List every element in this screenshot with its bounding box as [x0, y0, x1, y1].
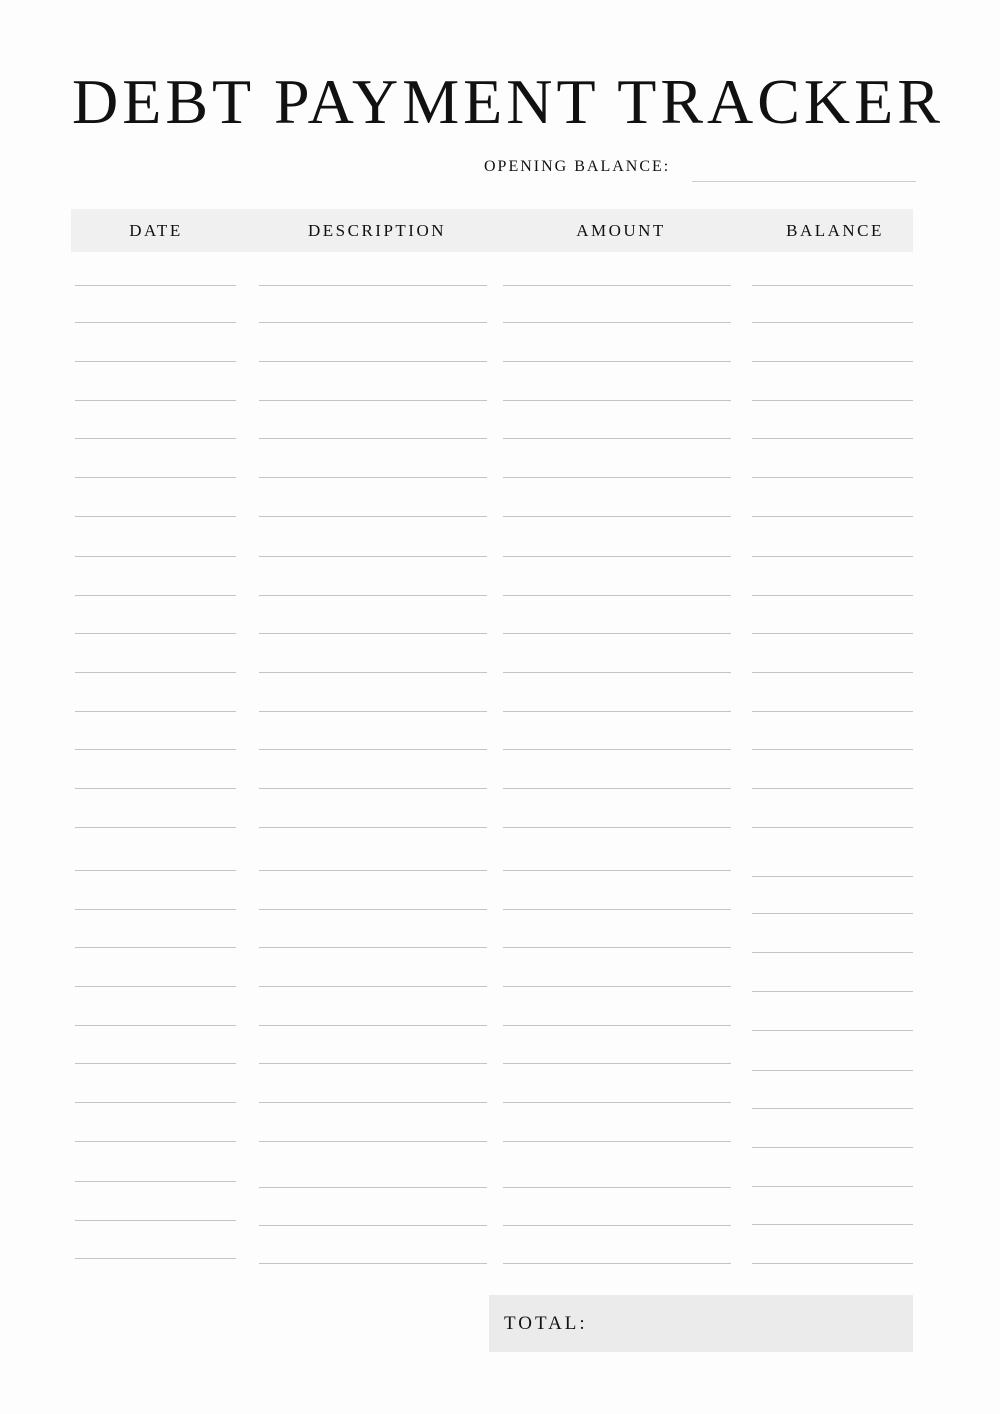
date-entry-line[interactable] — [75, 1025, 236, 1026]
date-entry-line[interactable] — [75, 870, 236, 871]
date-entry-line[interactable] — [75, 556, 236, 557]
amount-entry-line[interactable] — [503, 556, 731, 557]
date-entry-line[interactable] — [75, 285, 236, 286]
balance-entry-line[interactable] — [752, 827, 913, 828]
amount-entry-line[interactable] — [503, 909, 731, 910]
amount-entry-line[interactable] — [503, 1225, 731, 1226]
date-entry-line[interactable] — [75, 1181, 236, 1182]
description-entry-line[interactable] — [259, 870, 487, 871]
date-entry-line[interactable] — [75, 400, 236, 401]
description-entry-line[interactable] — [259, 1025, 487, 1026]
balance-entry-line[interactable] — [752, 1030, 913, 1031]
balance-entry-line[interactable] — [752, 672, 913, 673]
balance-entry-line[interactable] — [752, 991, 913, 992]
description-entry-line[interactable] — [259, 477, 487, 478]
balance-entry-line[interactable] — [752, 1263, 913, 1264]
description-entry-line[interactable] — [259, 909, 487, 910]
description-entry-line[interactable] — [259, 556, 487, 557]
description-entry-line[interactable] — [259, 986, 487, 987]
column-header-description: DESCRIPTION — [307, 221, 446, 240]
date-entry-line[interactable] — [75, 986, 236, 987]
date-entry-line[interactable] — [75, 1141, 236, 1142]
balance-entry-line[interactable] — [752, 516, 913, 517]
amount-entry-line[interactable] — [503, 672, 731, 673]
description-entry-line[interactable] — [259, 516, 487, 517]
description-entry-line[interactable] — [259, 1063, 487, 1064]
date-entry-line[interactable] — [75, 595, 236, 596]
date-entry-line[interactable] — [75, 672, 236, 673]
date-entry-line[interactable] — [75, 361, 236, 362]
date-entry-line[interactable] — [75, 1102, 236, 1103]
date-entry-line[interactable] — [75, 516, 236, 517]
total-box[interactable] — [489, 1295, 913, 1352]
total-label: TOTAL: — [504, 1313, 588, 1334]
date-entry-line[interactable] — [75, 438, 236, 439]
balance-entry-line[interactable] — [752, 952, 913, 953]
description-entry-line[interactable] — [259, 1187, 487, 1188]
description-entry-line[interactable] — [259, 672, 487, 673]
opening-balance-field[interactable] — [692, 181, 916, 182]
amount-entry-line[interactable] — [503, 633, 731, 634]
amount-entry-line[interactable] — [503, 749, 731, 750]
description-entry-line[interactable] — [259, 711, 487, 712]
amount-entry-line[interactable] — [503, 827, 731, 828]
balance-entry-line[interactable] — [752, 788, 913, 789]
description-entry-line[interactable] — [259, 749, 487, 750]
description-entry-line[interactable] — [259, 285, 487, 286]
amount-entry-line[interactable] — [503, 438, 731, 439]
description-entry-line[interactable] — [259, 1102, 487, 1103]
column-header-date: DATE — [129, 221, 183, 240]
amount-entry-line[interactable] — [503, 986, 731, 987]
balance-entry-line[interactable] — [752, 633, 913, 634]
amount-entry-line[interactable] — [503, 870, 731, 871]
description-entry-line[interactable] — [259, 947, 487, 948]
amount-entry-line[interactable] — [503, 1141, 731, 1142]
balance-entry-line[interactable] — [752, 749, 913, 750]
amount-entry-line[interactable] — [503, 477, 731, 478]
description-entry-line[interactable] — [259, 827, 487, 828]
balance-entry-line[interactable] — [752, 285, 913, 286]
amount-entry-line[interactable] — [503, 1102, 731, 1103]
date-entry-line[interactable] — [75, 711, 236, 712]
balance-entry-line[interactable] — [752, 477, 913, 478]
balance-entry-line[interactable] — [752, 556, 913, 557]
amount-entry-line[interactable] — [503, 711, 731, 712]
amount-entry-line[interactable] — [503, 1025, 731, 1026]
balance-entry-line[interactable] — [752, 400, 913, 401]
amount-entry-line[interactable] — [503, 1187, 731, 1188]
amount-entry-line[interactable] — [503, 285, 731, 286]
amount-entry-line[interactable] — [503, 1063, 731, 1064]
balance-entry-line[interactable] — [752, 438, 913, 439]
date-entry-line[interactable] — [75, 477, 236, 478]
amount-entry-line[interactable] — [503, 361, 731, 362]
column-header-balance: BALANCE — [786, 221, 884, 240]
page-title: DEBT PAYMENT TRACKER — [72, 66, 944, 137]
amount-entry-line[interactable] — [503, 947, 731, 948]
date-entry-line[interactable] — [75, 749, 236, 750]
amount-entry-line[interactable] — [503, 1263, 731, 1264]
description-entry-line[interactable] — [259, 400, 487, 401]
description-entry-line[interactable] — [259, 788, 487, 789]
amount-entry-line[interactable] — [503, 322, 731, 323]
balance-entry-line[interactable] — [752, 361, 913, 362]
date-entry-line[interactable] — [75, 1220, 236, 1221]
balance-entry-line[interactable] — [752, 1070, 913, 1071]
amount-entry-line[interactable] — [503, 516, 731, 517]
balance-entry-line[interactable] — [752, 1224, 913, 1225]
description-entry-line[interactable] — [259, 1225, 487, 1226]
date-entry-line[interactable] — [75, 947, 236, 948]
amount-entry-line[interactable] — [503, 788, 731, 789]
date-entry-line[interactable] — [75, 633, 236, 634]
opening-balance-label: OPENING BALANCE: — [484, 158, 671, 175]
date-entry-line[interactable] — [75, 1258, 236, 1259]
date-entry-line[interactable] — [75, 909, 236, 910]
date-entry-line[interactable] — [75, 322, 236, 323]
description-entry-line[interactable] — [259, 322, 487, 323]
balance-entry-line[interactable] — [752, 322, 913, 323]
description-entry-line[interactable] — [259, 595, 487, 596]
table-header — [71, 209, 913, 252]
balance-entry-line[interactable] — [752, 1186, 913, 1187]
date-entry-line[interactable] — [75, 1063, 236, 1064]
description-entry-line[interactable] — [259, 633, 487, 634]
balance-entry-line[interactable] — [752, 595, 913, 596]
column-header-amount: AMOUNT — [576, 221, 666, 240]
balance-entry-line[interactable] — [752, 711, 913, 712]
balance-entry-line[interactable] — [752, 913, 913, 914]
balance-entry-line[interactable] — [752, 1147, 913, 1148]
description-entry-line[interactable] — [259, 361, 487, 362]
date-entry-line[interactable] — [75, 788, 236, 789]
date-entry-line[interactable] — [75, 827, 236, 828]
description-entry-line[interactable] — [259, 438, 487, 439]
balance-entry-line[interactable] — [752, 1108, 913, 1109]
description-entry-line[interactable] — [259, 1141, 487, 1142]
description-entry-line[interactable] — [259, 1263, 487, 1264]
amount-entry-line[interactable] — [503, 400, 731, 401]
balance-entry-line[interactable] — [752, 876, 913, 877]
amount-entry-line[interactable] — [503, 595, 731, 596]
